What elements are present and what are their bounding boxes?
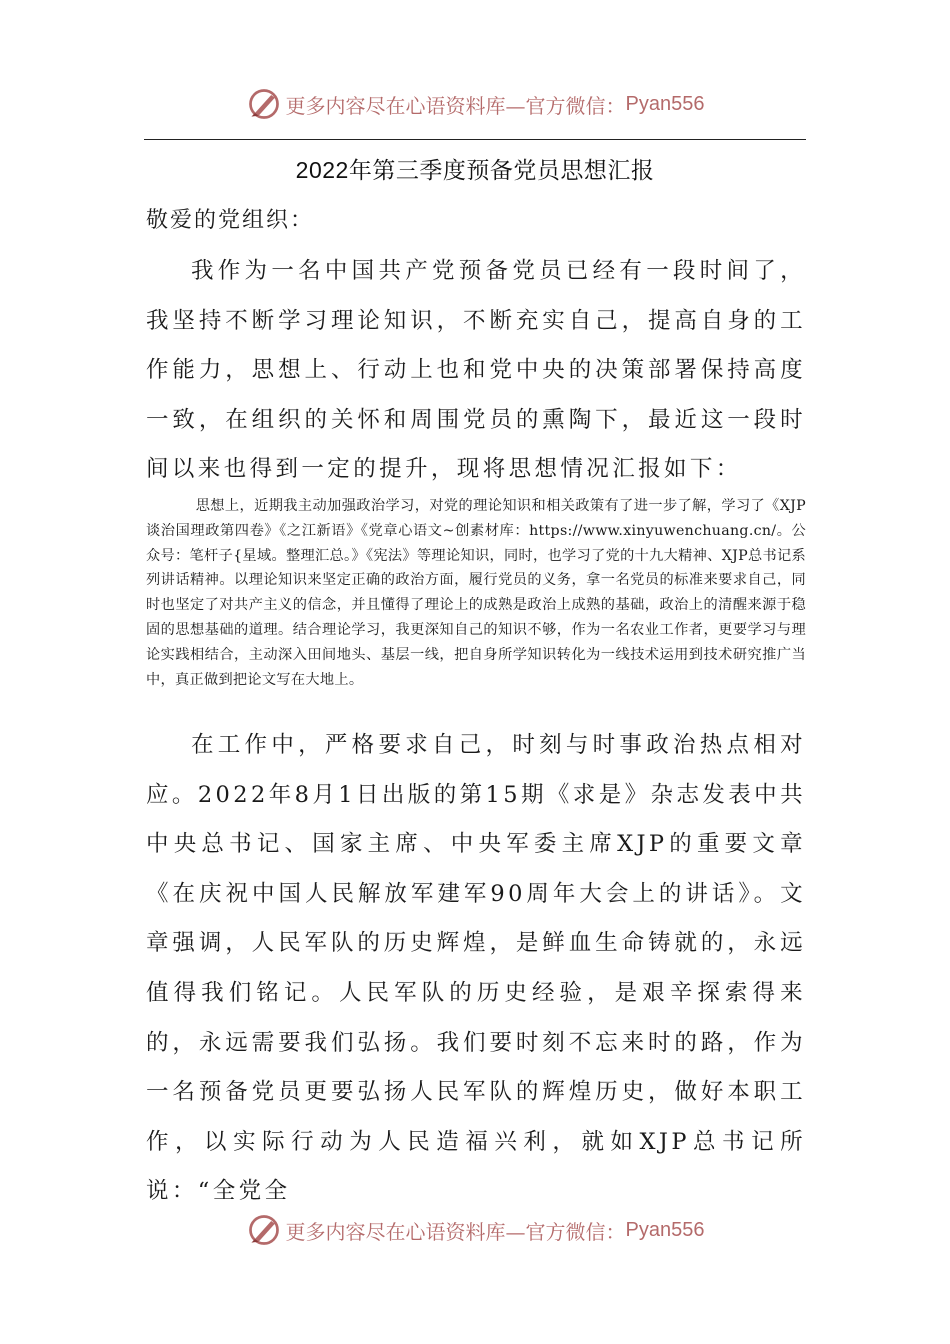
paragraph-work: 在工作中，严格要求自己，时刻与时事政治热点相对应。2022年8月1日出版的第15期《求是》杂志发表中共中央总书记、国家主席、中央军委主席XJP的重要文章《在庆祝中国人民解放军建军90周年大会上的讲话》。文章强调，人民军队的历史辉煌，是鲜血生命铸就的，永远值得我们铭记。人民军队的历史经验，是艰辛探索得来的，永远需要我们弘扬。我们要时刻不忘来时的路，作为一名预备党员更要弘扬人民军队的辉煌历史，做好本职工作，以实际行动为人民造福兴利，就如XJP总书记所说：“全党全 (146, 732, 806, 1205)
banner-wechat-id: Pyan556 (625, 92, 705, 115)
paragraph-intro: 我作为一名中国共产党预备党员已经有一段时间了，我坚持不断学习理论知识，不断充实自己，提高自身的工作能力，思想上、行动上也和党中央的决策部署保持高度一致，在组织的关怀和周围党员的熏陶下，最近这一段时间以来也得到一定的提升，现将思想情况汇报如下： (146, 258, 806, 483)
banner-text: 更多内容尽在心语资料库—官方微信： (285, 93, 626, 118)
pen-logo-icon (246, 86, 282, 122)
banner-text: 更多内容尽在心语资料库—官方微信： (285, 1219, 626, 1244)
document-title: 2022年第三季度预备党员思想汇报 (295, 157, 655, 183)
pen-logo-icon (246, 1212, 282, 1248)
footer-banner (0, 1210, 950, 1250)
header-divider (144, 139, 806, 140)
salutation: 敬爱的党组织： (146, 208, 315, 233)
paragraph-thought: 思想上，近期我主动加强政治学习，对党的理论知识和相关政策有了进一步了解，学习了《XJP谈治国理政第四卷》《之江新语》《党章心语文~创素材库：https://www.xinyuwenchuang.cn/。公众号：笔杆子{星域。整理汇总。》《宪法》等理论知识，同时，也学习了党的十九大精神、XJP总书记系列讲话精神。以理论知识来坚定正确的政治方面，履行党员的义务，拿一名党员的标准来要求自己，同时也坚定了对共产主义的信念，并且懂得了理论上的成熟是政治上成熟的基础，政治上的清醒来源于稳固的思想基础的道理。结合理论学习，我更深知自己的知识不够，作为一名农业工作者，更要学习与理论实践相结合，主动深入田间地头、基层一线，把自身所学知识转化为一线技术运用到技术研究推广当中，真正做到把论文写在大地上。 (146, 498, 806, 688)
banner-wechat-id: Pyan556 (625, 1218, 705, 1241)
header-banner (0, 84, 950, 124)
